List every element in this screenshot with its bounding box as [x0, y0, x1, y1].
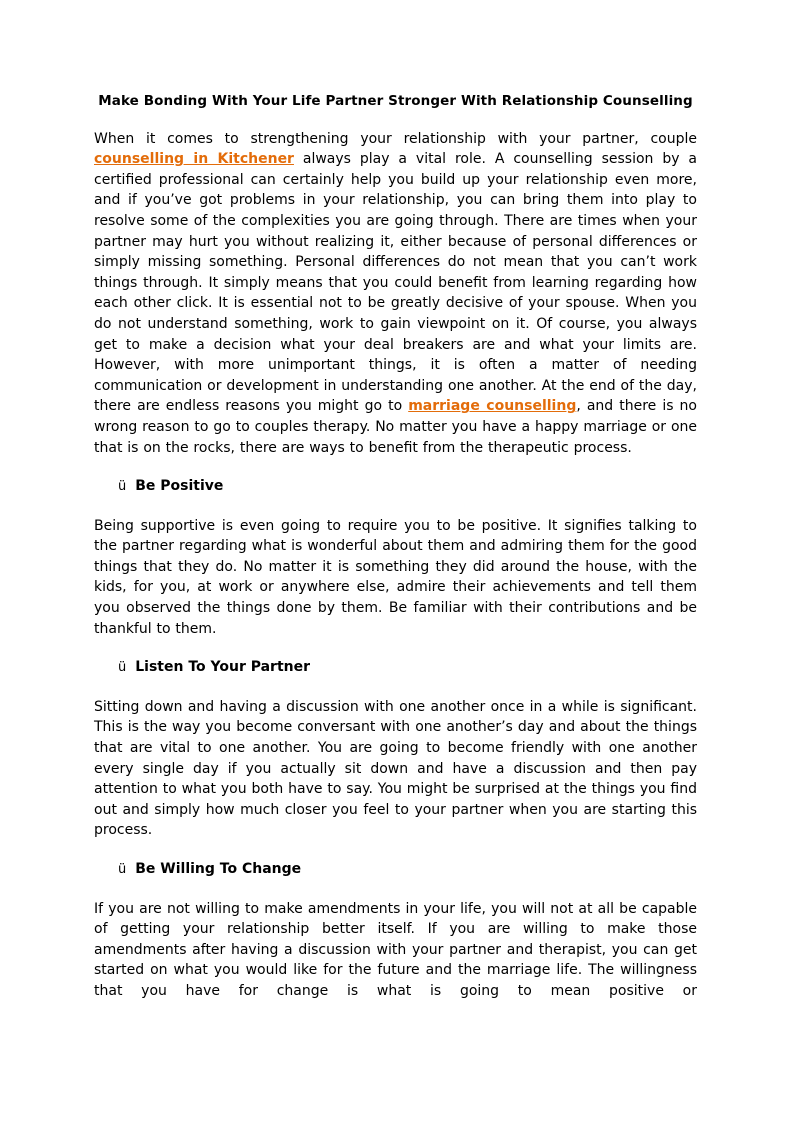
intro-paragraph: [94, 129, 697, 459]
section-heading-listen-to-your-partner-label: Listen To Your Partner: [135, 659, 311, 676]
listen-to-your-partner-paragraph: Sitting down and having a discussion with one another once in a while is significant. This is the way you become conversant with one another’s day and about the things that are vital to one another. You are going to become friendly with one another every single day if you actually sit down and have a discussion and then pay attention to what you both have to say. You might be surprised at the things you find out and simply how much closer you feel to your partner when you are starting this process.: [94, 698, 697, 839]
be-positive-paragraph: Being supportive is even going to require you to be positive. It signifies talking to the partner regarding what is wonderful about them and admiring them for the good things that they do. No matter it is something they did around the house, with the kids, for you, at work or anywhere else, admire their achievements and tell them you observed the things done by them. Be familiar with their contributions and be thankful to them.: [94, 517, 697, 637]
be-willing-to-change-paragraph: If you are not willing to make amendments in your life, you will not at all be capable of getting your relationship better itself. If you are willing to make those amendments after having a discussion with your partner and therapist, you can get started on what you would like for the future and the marriage life. The willingness that you have for change is what is going to mean positive or: [94, 900, 697, 999]
section-heading-be-positive: [94, 476, 697, 498]
check-bullet-icon: ü: [118, 660, 127, 676]
section-heading-be-positive-label: Be Positive: [135, 478, 224, 495]
section-heading-be-willing-to-change: [94, 859, 697, 881]
counselling-in-kitchener-link[interactable]: counselling in Kitchener: [94, 151, 294, 168]
intro-text-3: , and there is no wrong reason to go to couples therapy. No matter you have a happy marriage or one that is on the rocks, there are ways to benefit from the therapeutic process.: [94, 398, 697, 456]
intro-text-2: always play a vital role. A counselling session by a certified professional can certainly help you build up your relationship even more, and if you’ve got problems in your relationship, you can bring them into play to resolve some of the complexities you are going through. There are times when your partner may hurt you without realizing it, either because of personal differences or simply missing something. Personal differences do not mean that you can’t work things through. It simply means that you could benefit from learning regarding how each other click. It is essential not to be greatly decisive of your spouse. When you do not understand something, work to gain viewpoint on it. Of course, you always get to make a decision what your deal breakers are and what your limits are. However, with more unimportant things, it is often a matter of needing communication or development in understanding one another. At the end of the day, there are endless reasons you might go to: [94, 151, 697, 415]
section-heading-be-willing-to-change-label: Be Willing To Change: [135, 861, 302, 877]
marriage-counselling-link[interactable]: marriage counselling: [408, 398, 577, 415]
check-bullet-icon: ü: [118, 862, 127, 877]
check-bullet-icon: ü: [118, 479, 127, 495]
intro-text-1: When it comes to strengthening your relationship with your partner, couple: [94, 130, 697, 147]
section-heading-listen-to-your-partner: [94, 657, 697, 679]
document-title: Make Bonding With Your Life Partner Stronger With Relationship Counselling: [98, 93, 693, 109]
